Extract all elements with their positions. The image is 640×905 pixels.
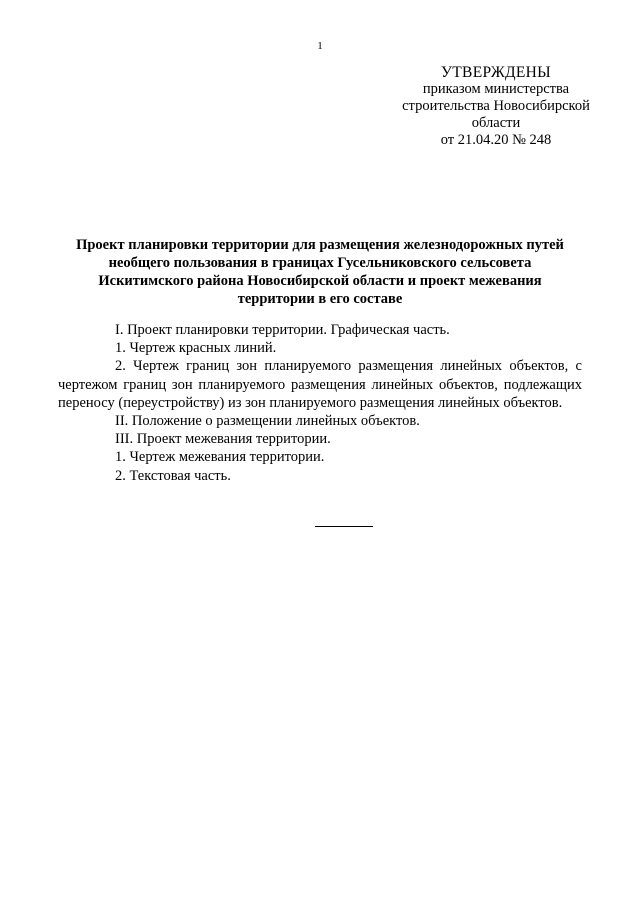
approval-title: УТВЕРЖДЕНЫ xyxy=(441,64,551,81)
contents-item: 1. Чертеж межевания территории. xyxy=(115,449,325,466)
contents-item: I. Проект планировки территории. Графическая часть. xyxy=(115,322,450,338)
approval-line-4: от 21.04.20 № 248 xyxy=(440,132,552,148)
approval-line-1: приказом министерства xyxy=(422,81,570,97)
contents-item: II. Положение о размещении линейных объектов. xyxy=(115,413,420,430)
closing-divider xyxy=(315,526,373,527)
contents-item: 1. Чертеж красных линий. xyxy=(115,340,277,357)
contents-list xyxy=(58,321,582,485)
contents-item: 2. Чертеж границ зон планируемого размещения линейных объектов, с чертежом границ зон планируемого размещения линейных объектов, подлежащих переносу (переустройству) из зон планируемого размещения линейных объектов. xyxy=(58,358,582,411)
contents-item: III. Проект межевания территории. xyxy=(115,431,331,448)
approval-line-2: строительства Новосибирской xyxy=(402,98,590,114)
approval-block xyxy=(396,64,596,149)
document-title: Проект планировки территории для размещения железнодорожных путей необщего пользования в границах Гусельниковского сельсовета Искитимского района Новосибирской области и проект межевания территории в его составе xyxy=(76,237,564,307)
contents-item: 2. Текстовая часть. xyxy=(115,467,231,484)
page-number: 1 xyxy=(317,40,323,52)
approval-line-3: области xyxy=(471,115,521,131)
